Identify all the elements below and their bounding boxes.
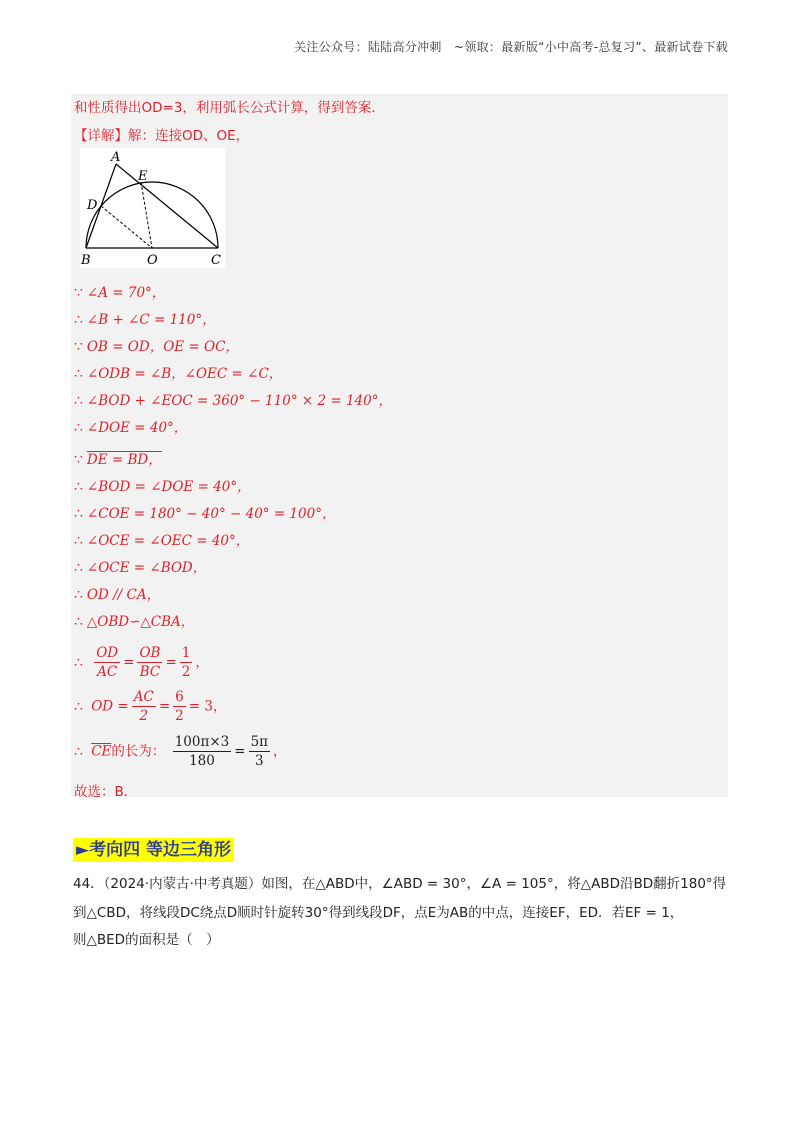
page-header: 关注公众号：陆陆高分冲刺 ~领取：最新版“小中高考-总复习”、最新试卷下载 (294, 40, 728, 54)
solution-step: ∴ ∠OCE = ∠OEC = 40°， (74, 533, 250, 549)
solution-step: ∴ OD // CA， (74, 587, 161, 603)
solution-step: ∴ ∠COE = 180° − 40° − 40° = 100°， (74, 506, 336, 522)
solution-step: ∵ ∠A = 70°， (74, 285, 166, 301)
step-text: ∠BOD = ∠DOE = 40°， (86, 479, 251, 495)
fraction-ob-bc: $\frac{OB}{BC}$ (139, 645, 161, 680)
step-text: DE = BD， (86, 452, 162, 468)
problem-line-3: 则△BED的面积是（ ） (73, 932, 220, 948)
segment-od (101, 206, 152, 248)
solution-step: ∴ ∠OCE = ∠BOD， (74, 560, 207, 576)
step-text: OB = OD，OE = OC， (86, 339, 239, 355)
step-text: OD // CA， (86, 587, 161, 603)
step-text: ∠A = 70°， (86, 285, 166, 301)
step-text: ∠DOE = 40°， (86, 420, 188, 436)
step-text: ∠ODB = ∠B，∠OEC = ∠C， (86, 366, 283, 382)
step-text: ∠COE = 180° − 40° − 40° = 100°， (86, 506, 336, 522)
label-o: O (147, 253, 158, 268)
label-e: E (138, 169, 148, 184)
solution-step: ∴ ∠BOD + ∠EOC = 360° − 110° × 2 = 140°， (74, 393, 392, 409)
geometry-figure (80, 148, 225, 268)
label-d: D (87, 198, 98, 213)
detail-label: 【详解】 (74, 128, 128, 144)
semicircle-diagram (80, 148, 225, 268)
answer-line: 故选：B． (74, 784, 138, 800)
solution-step: ∴ △OBD∽△CBA， (74, 614, 195, 630)
step-text: ∠OCE = ∠OEC = 40°， (86, 533, 250, 549)
fraction-od-ac: $\frac{OD}{AC}$ (96, 645, 119, 680)
arc-length-step: ∴ $\overline{CE}$的长为： $\frac{100\pi\times 3}{180}$ = $\frac{5\pi}{3}$ ， (74, 734, 287, 769)
detail-text: 解：连接OD、OE， (128, 128, 250, 144)
section-title: ►考向四 等边三角形 (73, 838, 234, 862)
problem-line-1: 44．（2024·内蒙古·中考真题）如图，在△ABD中，∠ABD = 30°，∠A = 105°，将△ABD沿BD翻折180°得 (73, 876, 727, 892)
od-step: ∴ OD = $\frac{AC}{2}$ = $\frac{6}{2}$ = 3， (74, 689, 227, 724)
solution-intro: 和性质得出OD=3，利用弧长公式计算，得到答案． (74, 100, 385, 116)
step-text: ∠OCE = ∠BOD， (86, 560, 207, 576)
step-text: △OBD∽△CBA， (86, 614, 195, 630)
solution-step: ∴ ∠ODB = ∠B，∠OEC = ∠C， (74, 366, 283, 382)
solution-step: ∵ OB = OD，OE = OC， (74, 339, 239, 355)
solution-step: ∵ DE = BD， (74, 452, 162, 468)
fraction-ac-2: $\frac{AC}{2}$ (133, 689, 154, 724)
fraction-5pi-3: $\frac{5\pi}{3}$ (250, 734, 269, 769)
label-c: C (211, 253, 221, 268)
detail-line (74, 124, 249, 144)
step-text: ∠B + ∠C = 110°， (86, 312, 216, 328)
label-b: B (81, 253, 91, 268)
fraction-one-half: $\frac{1}{2}$ (181, 645, 191, 680)
solution-step: ∴ ∠DOE = 40°， (74, 420, 188, 436)
step-text: ∠BOD + ∠EOC = 360° − 110° × 2 = 140°， (86, 393, 392, 409)
fraction-6-2: $\frac{6}{2}$ (175, 689, 184, 724)
ratio-step: ∴ $\frac{OD}{AC}$ = $\frac{OB}{BC}$ = $\frac{1}{2}$ ， (74, 645, 209, 680)
solution-step: ∴ ∠B + ∠C = 110°， (74, 312, 216, 328)
label-a: A (111, 150, 121, 165)
problem-line-2: 到△CBD，将线段DC绕点D顺时针旋转30°得到线段DF，点E为AB的中点，连接EF，ED．若EF = 1， (73, 905, 684, 921)
solution-step: ∴ ∠BOD = ∠DOE = 40°， (74, 479, 251, 495)
fraction-arc-calc: $\frac{100\pi\times 3}{180}$ (174, 734, 230, 769)
